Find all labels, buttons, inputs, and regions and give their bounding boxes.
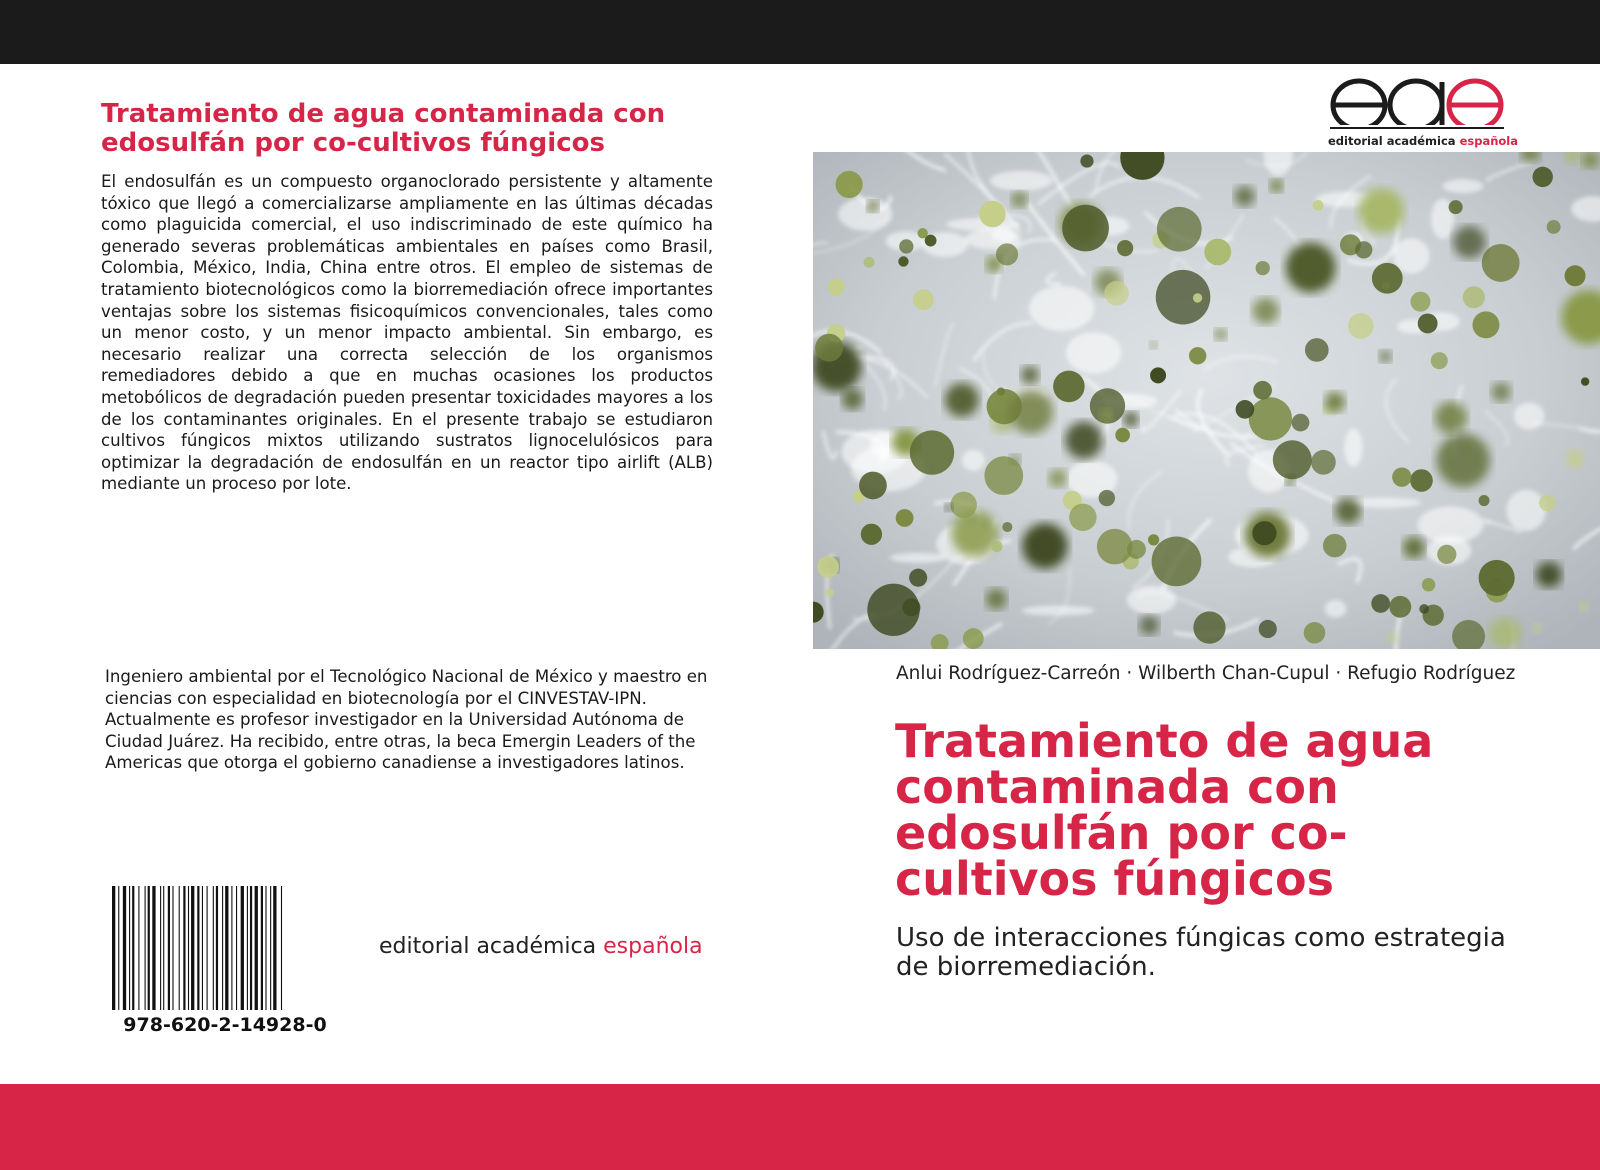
logo-caption-name: editorial académica (1328, 134, 1456, 148)
publisher-accent: española (603, 934, 703, 959)
isbn-barcode (112, 886, 338, 1038)
front-cover-authors: Anlui Rodríguez-Carreón · Wilberth Chan-Cupul · Refugio Rodríguez (896, 663, 1516, 684)
logo-caption-accent: española (1459, 134, 1519, 148)
top-dark-band (0, 0, 1600, 64)
back-cover-title: Tratamiento de agua contaminada con edosulfán por co-cultivos fúngicos (101, 99, 666, 158)
logo-caption (1328, 134, 1518, 148)
front-cover-title: Tratamiento de agua contaminada con edosulfán por co-cultivos fúngicos (895, 714, 1434, 906)
cover-photo-fungi (813, 152, 1600, 649)
publisher-wordmark (379, 934, 719, 959)
front-cover-subtitle: Uso de interacciones fúngicas como estrategia de biorremediación. (896, 923, 1506, 982)
barcode-icon (112, 886, 338, 1010)
eae-logo-icon (1330, 78, 1504, 132)
back-cover-abstract: El endosulfán es un compuesto organoclorado persistente y altamente tóxico que llegó a comercializarse ampliamente en las últimas décadas como plaguicida comercial, el uso indiscriminado de este químico ha generado severas problemáticas ambientales en países como Brasil, Colombia, México, India, China entre otros. El empleo de sistemas de tratamiento biotecnológicos como la biorremediación ofrece importantes ventajas sobre los sistemas fisicoquímicos convencionales, tales como un menor costo, y un menor impacto ambiental. Sin embargo, es necesario realizar una correcta selección de los organismos remediadores debido a que en muchas ocasiones los productos metobólicos de degradación pueden presentar toxicidades mayores a los de los contaminantes originales. En el presente trabajo se estudiaron cultivos fúngicos mixtos utilizando sustratos lignocelulósicos para optimizar la degradación de endosulfán en un reactor tipo airlift (ALB) mediante un proceso por lote. (101, 172, 713, 494)
author-biography: Ingeniero ambiental por el Tecnológico Nacional de México y maestro en ciencias con especialidad en biotecnología por el CINVESTAV-IPN. Actualmente es profesor investigador en la Universidad Autónoma de Ciudad Juárez. Ha recibido, entre otras, la beca Emergin Leaders of the Americas que otorga el gobierno canadiense a investigadores latinos. (105, 667, 708, 773)
publisher-name: editorial académica (379, 934, 597, 959)
fungi-photo-image (813, 152, 1600, 649)
publisher-logo (1328, 78, 1519, 152)
isbn-number: 978-620-2-14928-0 (123, 1014, 327, 1036)
bottom-brand-band (0, 1084, 1600, 1170)
